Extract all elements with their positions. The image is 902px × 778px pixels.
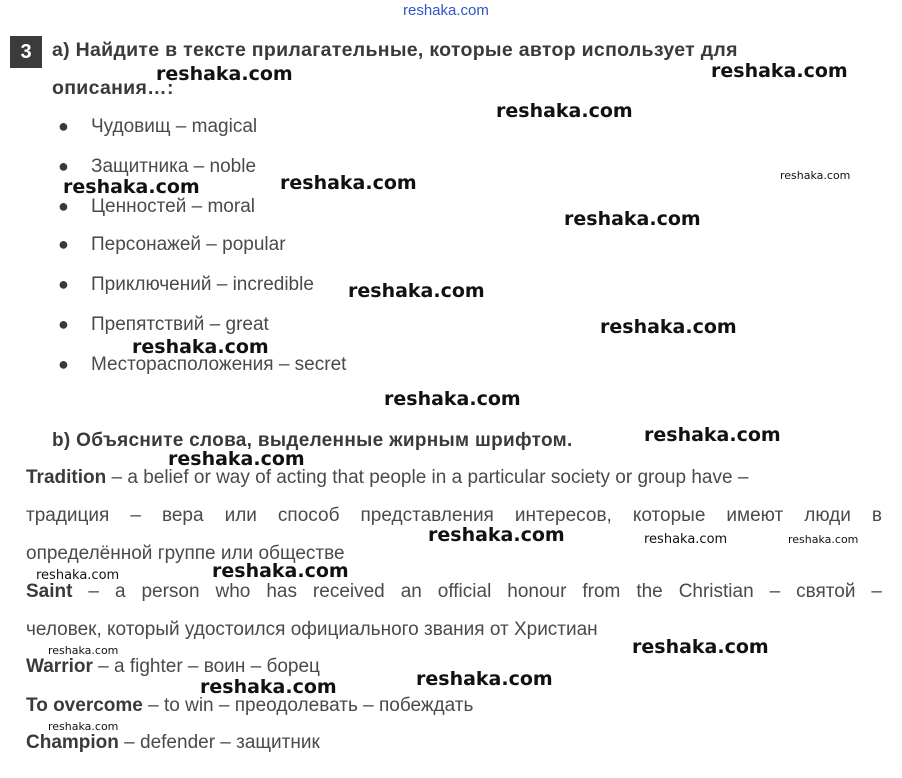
term-tradition: Tradition [26,467,107,488]
watermark: reshaka.com [564,208,701,230]
definition-text: – defender – защитник [124,732,320,753]
watermark: reshaka.com [711,60,848,82]
bullet-icon: ● [58,234,69,254]
watermark: reshaka.com [416,668,553,690]
part-b-heading: b) Объясните слова, выделенные жирным шрифтом. [52,430,573,451]
top-watermark: reshaka.com [403,2,489,19]
part-a-heading-line1 [52,39,880,62]
watermark: reshaka.com [384,388,521,410]
list-item: Месторасположения – secret [91,354,347,375]
definition-saint-line2: человек, который удостоился официального звания от Христиан [26,619,598,640]
list-item: Препятствий – great [91,314,269,335]
watermark: reshaka.com [496,100,633,122]
exercise-number-badge: 3 [10,36,42,68]
watermark: reshaka.com [63,176,200,198]
watermark: reshaka.com [280,172,417,194]
bullet-icon: ● [58,354,69,374]
term-champion: Champion [26,732,119,753]
watermark: reshaka.com [348,280,485,302]
definition-tradition-line1 [26,467,882,489]
bullet-icon: ● [58,156,69,176]
term-overcome: To overcome [26,695,143,716]
watermark: reshaka.com [632,636,769,658]
bullet-icon: ● [58,116,69,136]
list-item: Приключений – incredible [91,274,314,295]
watermark: reshaka.com [48,720,119,733]
watermark: reshaka.com [428,524,565,546]
definition-tradition-line3: определённой группе или обществе [26,543,345,564]
definition-text: – a fighter – воин – борец [98,656,320,677]
list-item: Чудовищ – magical [91,116,258,137]
definition-tradition-line2: традиция – вера или способ представления интересов, которые имеют люди в [26,505,882,526]
watermark: reshaka.com [644,532,728,547]
bullet-icon: ● [58,274,69,294]
watermark: reshaka.com [168,448,305,470]
watermark: reshaka.com [36,568,120,583]
definition-overcome [26,695,473,717]
definition-text: – to win – преодолевать – побеждать [148,695,474,716]
watermark: reshaka.com [788,533,859,546]
part-a-heading-text: a) Найдите в тексте прилагательные, которые автор использует для [52,39,738,61]
watermark: reshaka.com [48,644,119,657]
definition-saint-line1 [26,581,882,603]
term-warrior: Warrior [26,656,93,677]
list-item: Ценностей – moral [91,196,255,217]
watermark: reshaka.com [156,63,293,85]
list-item: Персонажей – popular [91,234,286,255]
definition-warrior [26,656,320,678]
bullet-icon: ● [58,196,69,216]
definition-text: – a person who has received an official honour from the Christian – святой – [88,581,882,602]
watermark: reshaka.com [600,316,737,338]
part-a-heading-line2: описания…: [52,77,174,99]
watermark: reshaka.com [132,336,269,358]
list-item: Защитника – noble [91,156,257,177]
watermark: reshaka.com [200,676,337,698]
bullet-icon: ● [58,314,69,334]
definition-text: – a belief or way of acting that people in a particular society or group have – [111,467,749,488]
watermark: reshaka.com [644,424,781,446]
term-saint: Saint [26,581,73,602]
definition-champion [26,732,320,754]
watermark: reshaka.com [780,169,851,182]
watermark: reshaka.com [212,560,349,582]
